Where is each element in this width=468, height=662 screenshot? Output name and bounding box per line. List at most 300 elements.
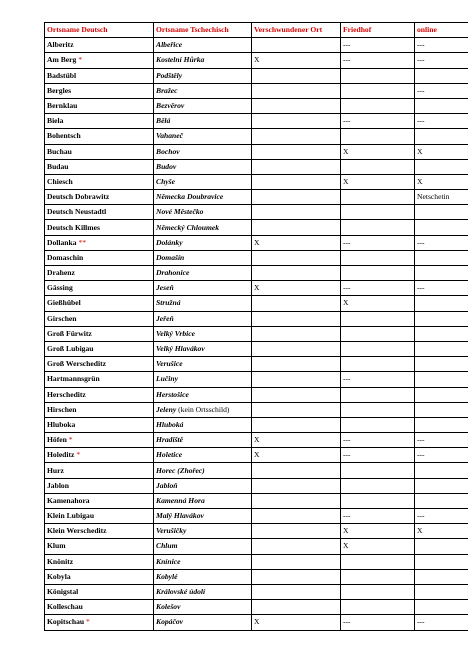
german-name: Deutsch Dobrawitz: [47, 192, 110, 202]
czech-name: Velký Hlavákov: [156, 344, 205, 354]
german-name: Budau: [47, 161, 69, 171]
online-cell: [415, 417, 468, 432]
footnote-marker: *: [78, 55, 83, 65]
online-cell: [415, 600, 468, 615]
czech-name-cell: [154, 98, 252, 113]
vanished-place-cell: [252, 68, 341, 83]
german-name-cell: [45, 341, 154, 356]
table-row: [45, 433, 468, 448]
german-name-cell: [45, 53, 154, 68]
german-name: Groß Lubigau: [47, 344, 94, 354]
czech-name-cell: [154, 539, 252, 554]
czech-name-cell: [154, 615, 252, 630]
table-row: [45, 296, 468, 311]
vanished-place-cell: [252, 600, 341, 615]
table-row: [45, 417, 468, 432]
vanished-place-cell: [252, 311, 341, 326]
vanished-place-cell: [252, 569, 341, 584]
online-cell: [415, 98, 468, 113]
german-name: Buchau: [47, 146, 72, 156]
czech-name-cell: [154, 493, 252, 508]
czech-name-cell: [154, 524, 252, 539]
czech-name-cell: [154, 600, 252, 615]
czech-name-cell: [154, 554, 252, 569]
table-row: [45, 569, 468, 584]
cemetery-cell: [341, 357, 415, 372]
german-name-cell: [45, 387, 154, 402]
czech-name: Chlum: [156, 541, 178, 551]
vanished-place-cell: [252, 524, 341, 539]
vanished-place-cell: [252, 584, 341, 599]
online-cell: [415, 341, 468, 356]
german-name-cell: [45, 569, 154, 584]
german-name: Klum: [47, 541, 66, 551]
german-name: Gässing: [47, 283, 73, 293]
german-name-cell: [45, 68, 154, 83]
table-row: [45, 38, 468, 53]
cemetery-cell: [341, 311, 415, 326]
czech-name-cell: [154, 584, 252, 599]
online-cell: [415, 220, 468, 235]
footnote-marker: **: [78, 237, 87, 247]
vanished-place-cell: [252, 341, 341, 356]
online-cell: X: [415, 524, 468, 539]
vanished-place-cell: [252, 98, 341, 113]
table-row: [45, 615, 468, 630]
czech-name: Bezvěrov: [156, 101, 185, 111]
online-cell: ---: [415, 235, 468, 250]
czech-name-cell: [154, 144, 252, 159]
cemetery-cell: [341, 463, 415, 478]
table-row: [45, 266, 468, 281]
table-row: [45, 493, 468, 508]
german-name: Am Berg: [47, 55, 77, 65]
online-cell: [415, 357, 468, 372]
table-row: [45, 402, 468, 417]
vanished-place-cell: X: [252, 235, 341, 250]
header-cemetery: Friedhof: [341, 23, 415, 38]
czech-name: Bělá: [156, 116, 171, 126]
table-row: [45, 144, 468, 159]
german-name-cell: [45, 600, 154, 615]
german-name-cell: [45, 129, 154, 144]
czech-name-cell: [154, 174, 252, 189]
table-row: [45, 600, 468, 615]
czech-name: Hluboká: [156, 419, 184, 429]
cemetery-cell: [341, 600, 415, 615]
german-name: Klein Werscheditz: [47, 526, 107, 536]
vanished-place-cell: [252, 114, 341, 129]
online-cell: ---: [415, 433, 468, 448]
table-row: [45, 129, 468, 144]
german-name-cell: [45, 190, 154, 205]
vanished-place-cell: [252, 296, 341, 311]
czech-name-cell: [154, 417, 252, 432]
german-name: Girschen: [47, 313, 77, 323]
german-name: Groß Werscheditz: [47, 359, 106, 369]
online-cell: ---: [415, 281, 468, 296]
vanished-place-cell: [252, 509, 341, 524]
german-name: Kolleschau: [47, 602, 83, 612]
table-row: [45, 114, 468, 129]
cemetery-cell: [341, 250, 415, 265]
table-row: [45, 539, 468, 554]
table-row: [45, 509, 468, 524]
vanished-place-cell: [252, 554, 341, 569]
czech-name: Kobylé: [156, 571, 178, 581]
german-name: Hirschen: [47, 404, 77, 414]
german-name: Königstal: [47, 587, 79, 597]
cemetery-cell: ---: [341, 509, 415, 524]
german-name: Alberitz: [47, 40, 74, 50]
cemetery-cell: [341, 190, 415, 205]
czech-name: Bražec: [156, 85, 178, 95]
czech-name: Kolešov: [156, 602, 181, 612]
header-german-name: Ortsname Deutsch: [45, 23, 154, 38]
czech-name-cell: [154, 402, 252, 417]
czech-name-cell: [154, 266, 252, 281]
vanished-place-cell: [252, 463, 341, 478]
german-name: Drahenz: [47, 268, 75, 278]
vanished-place-cell: X: [252, 448, 341, 463]
cemetery-cell: [341, 205, 415, 220]
table-row: [45, 220, 468, 235]
german-name-cell: [45, 326, 154, 341]
vanished-place-cell: [252, 357, 341, 372]
czech-name-cell: [154, 159, 252, 174]
places-table: [44, 22, 468, 631]
footnote-marker: *: [86, 617, 90, 627]
vanished-place-cell: X: [252, 53, 341, 68]
cemetery-cell: X: [341, 144, 415, 159]
czech-name: Nové Městečko: [156, 207, 204, 217]
table-row: [45, 98, 468, 113]
cemetery-cell: [341, 478, 415, 493]
table-row: [45, 524, 468, 539]
table-row: [45, 448, 468, 463]
czech-name-cell: [154, 281, 252, 296]
german-name: Chiesch: [47, 176, 73, 186]
cemetery-cell: ---: [341, 281, 415, 296]
german-name-cell: [45, 554, 154, 569]
german-name-cell: [45, 448, 154, 463]
cemetery-cell: [341, 387, 415, 402]
german-name: Knönitz: [47, 556, 74, 566]
german-name-cell: [45, 615, 154, 630]
german-name-cell: [45, 539, 154, 554]
czech-name: Velký Vrbice: [156, 328, 196, 338]
czech-name-cell: [154, 250, 252, 265]
online-cell: [415, 478, 468, 493]
czech-name: Jeleny: [156, 404, 177, 414]
cemetery-cell: ---: [341, 38, 415, 53]
czech-name: Bochov: [156, 146, 180, 156]
czech-name-cell: [154, 53, 252, 68]
german-name: Bernklau: [47, 101, 78, 111]
online-cell: [415, 68, 468, 83]
vanished-place-cell: [252, 159, 341, 174]
german-name: Kobyla: [47, 571, 71, 581]
vanished-place-cell: [252, 402, 341, 417]
cemetery-cell: X: [341, 539, 415, 554]
german-name-cell: [45, 357, 154, 372]
czech-name-cell: [154, 326, 252, 341]
czech-name-cell: [154, 433, 252, 448]
cemetery-cell: ---: [341, 114, 415, 129]
czech-name-cell: [154, 357, 252, 372]
vanished-place-cell: [252, 539, 341, 554]
vanished-place-cell: [252, 83, 341, 98]
czech-name-cell: [154, 129, 252, 144]
cemetery-cell: [341, 584, 415, 599]
german-name-cell: [45, 584, 154, 599]
german-name-cell: [45, 524, 154, 539]
german-name: Hartmannsgrün: [47, 374, 100, 384]
vanished-place-cell: [252, 38, 341, 53]
cemetery-cell: [341, 220, 415, 235]
online-cell: [415, 159, 468, 174]
cemetery-cell: [341, 159, 415, 174]
german-name-cell: [45, 159, 154, 174]
vanished-place-cell: [252, 417, 341, 432]
online-cell: ---: [415, 448, 468, 463]
online-cell: ---: [415, 53, 468, 68]
czech-name-cell: [154, 205, 252, 220]
footnote-marker: *: [68, 435, 73, 445]
czech-name: Domašín: [156, 252, 185, 262]
german-name-cell: [45, 38, 154, 53]
german-name: Biela: [47, 116, 64, 126]
online-cell: [415, 584, 468, 599]
czech-name-cell: [154, 114, 252, 129]
online-cell: [415, 372, 468, 387]
table-row: [45, 83, 468, 98]
vanished-place-cell: [252, 144, 341, 159]
online-cell: [415, 387, 468, 402]
german-name-cell: [45, 311, 154, 326]
table-row: [45, 53, 468, 68]
table-row: [45, 372, 468, 387]
vanished-place-cell: [252, 372, 341, 387]
czech-name: Herstošice: [156, 389, 189, 399]
german-name: Kamenahora: [47, 495, 90, 505]
vanished-place-cell: [252, 326, 341, 341]
table-row: [45, 463, 468, 478]
german-name: Klein Lubigau: [47, 511, 95, 521]
german-name: Bohentsch: [47, 131, 81, 141]
table-row: [45, 281, 468, 296]
czech-name: Německý Chloumek: [156, 222, 220, 232]
german-name: Herscheditz: [47, 389, 86, 399]
cemetery-cell: ---: [341, 372, 415, 387]
czech-name-cell: [154, 38, 252, 53]
vanished-place-cell: [252, 190, 341, 205]
online-cell: [415, 539, 468, 554]
online-cell: [415, 402, 468, 417]
german-name: Groß Fürwitz: [47, 328, 92, 338]
online-cell: ---: [415, 509, 468, 524]
table-row: [45, 235, 468, 250]
online-cell: Netschetin: [415, 190, 468, 205]
vanished-place-cell: X: [252, 615, 341, 630]
czech-name: Kopáčov: [156, 617, 183, 627]
czech-name-cell: [154, 68, 252, 83]
german-name: Holeditz: [47, 450, 75, 460]
table-row: [45, 478, 468, 493]
czech-name-cell: [154, 569, 252, 584]
german-name-cell: [45, 98, 154, 113]
czech-name-cell: [154, 448, 252, 463]
german-name-cell: [45, 493, 154, 508]
cemetery-cell: ---: [341, 448, 415, 463]
cemetery-cell: [341, 83, 415, 98]
table-row: [45, 250, 468, 265]
czech-name-cell: [154, 509, 252, 524]
vanished-place-cell: [252, 205, 341, 220]
german-name-cell: [45, 402, 154, 417]
czech-name: Lučiny: [156, 374, 178, 384]
czech-name-cell: [154, 311, 252, 326]
header-row: [45, 23, 468, 38]
czech-name: Kostelní Hůrka: [156, 55, 205, 65]
german-name-cell: [45, 144, 154, 159]
footnote-marker: *: [76, 450, 81, 460]
czech-name: Malý Hlavákov: [156, 511, 204, 521]
czech-name: Jabloň: [156, 480, 178, 490]
cemetery-cell: [341, 417, 415, 432]
german-name-cell: [45, 281, 154, 296]
german-name-cell: [45, 205, 154, 220]
german-name: Jablon: [47, 480, 69, 490]
german-name: Hurz: [47, 465, 64, 475]
vanished-place-cell: [252, 266, 341, 281]
vanished-place-cell: [252, 493, 341, 508]
german-name: Badstübl: [47, 70, 77, 80]
german-name: Höfen: [47, 435, 67, 445]
vanished-place-cell: [252, 387, 341, 402]
czech-name: Dolánky: [156, 237, 183, 247]
czech-name-cell: [154, 372, 252, 387]
czech-name: Německa Doubravice: [156, 192, 224, 202]
czech-name-cell: [154, 220, 252, 235]
cemetery-cell: ---: [341, 615, 415, 630]
german-name: Dollanka: [47, 237, 77, 247]
german-name-cell: [45, 463, 154, 478]
german-name-cell: [45, 296, 154, 311]
online-cell: [415, 493, 468, 508]
cemetery-cell: [341, 341, 415, 356]
cemetery-cell: ---: [341, 235, 415, 250]
table-row: [45, 584, 468, 599]
czech-name: Drahonice: [156, 268, 190, 278]
cemetery-cell: X: [341, 524, 415, 539]
german-name-cell: [45, 417, 154, 432]
czech-name-cell: [154, 341, 252, 356]
czech-name-cell: [154, 478, 252, 493]
vanished-place-cell: X: [252, 433, 341, 448]
table-row: [45, 326, 468, 341]
header-czech-name: Ortsname Tschechisch: [154, 23, 252, 38]
header-vanished-place: Verschwundener Ort: [252, 23, 341, 38]
table-row: [45, 311, 468, 326]
online-cell: [415, 463, 468, 478]
czech-name-cell: [154, 463, 252, 478]
czech-name-cell: [154, 190, 252, 205]
cemetery-cell: [341, 493, 415, 508]
german-name: Hluboka: [47, 419, 76, 429]
online-cell: X: [415, 144, 468, 159]
german-name: Deutsch Neustadtl: [47, 207, 107, 217]
czech-name-cell: [154, 83, 252, 98]
online-cell: [415, 205, 468, 220]
cemetery-cell: X: [341, 174, 415, 189]
table-row: [45, 554, 468, 569]
german-name: Kopitschau: [47, 617, 85, 627]
header-online: online: [415, 23, 468, 38]
czech-name: Budov: [156, 161, 177, 171]
table-row: [45, 387, 468, 402]
czech-name: Jeřeň: [156, 313, 174, 323]
vanished-place-cell: [252, 250, 341, 265]
online-cell: [415, 326, 468, 341]
german-name-cell: [45, 372, 154, 387]
vanished-place-cell: [252, 478, 341, 493]
table-row: [45, 159, 468, 174]
cemetery-cell: [341, 554, 415, 569]
czech-name: Podštěly: [156, 70, 183, 80]
czech-name: Verušičky: [156, 526, 187, 536]
german-name-cell: [45, 174, 154, 189]
czech-name: Jeseň: [156, 283, 174, 293]
cemetery-cell: [341, 68, 415, 83]
online-cell: [415, 266, 468, 281]
table-row: [45, 174, 468, 189]
czech-name: Knínice: [156, 556, 181, 566]
table-body: [45, 38, 468, 630]
czech-name-cell: [154, 296, 252, 311]
czech-name: Kamenná Hora: [156, 495, 205, 505]
online-cell: X: [415, 174, 468, 189]
german-name: Domaschin: [47, 252, 84, 262]
cemetery-cell: [341, 266, 415, 281]
czech-name-cell: [154, 387, 252, 402]
german-name: Gießhübel: [47, 298, 81, 308]
german-name-cell: [45, 83, 154, 98]
online-cell: [415, 554, 468, 569]
online-cell: ---: [415, 83, 468, 98]
online-cell: ---: [415, 615, 468, 630]
cemetery-cell: ---: [341, 433, 415, 448]
german-name-cell: [45, 250, 154, 265]
cemetery-cell: [341, 569, 415, 584]
czech-name-note: (kein Ortsschild): [176, 404, 230, 414]
cemetery-cell: [341, 402, 415, 417]
online-cell: ---: [415, 38, 468, 53]
online-cell: [415, 250, 468, 265]
czech-name: Vahaneč: [156, 131, 184, 141]
table-row: [45, 341, 468, 356]
german-name-cell: [45, 235, 154, 250]
german-name-cell: [45, 433, 154, 448]
table-row: [45, 68, 468, 83]
vanished-place-cell: [252, 220, 341, 235]
german-name: Bergles: [47, 85, 72, 95]
czech-name: Hradiště: [156, 435, 184, 445]
cemetery-cell: ---: [341, 53, 415, 68]
czech-name: Královské údolí: [156, 587, 206, 597]
czech-name: Stružná: [156, 298, 181, 308]
online-cell: [415, 129, 468, 144]
